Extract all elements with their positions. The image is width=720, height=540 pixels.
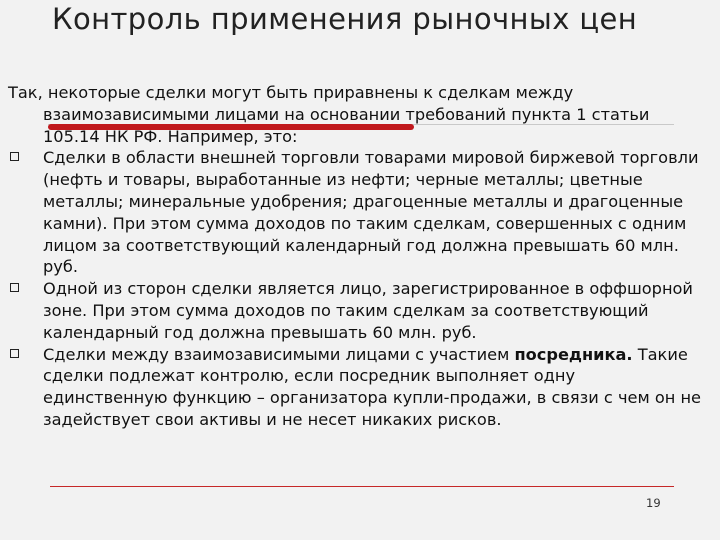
bullet-item bbox=[8, 278, 702, 343]
bullet-list bbox=[8, 147, 702, 430]
hollow-square-bullet-icon bbox=[10, 152, 19, 161]
footer-line bbox=[50, 486, 674, 487]
bullet-text-after: Такие сделки подлежат контролю, если посредник выполняет одну единственную функцию – организатора купли-продажи, в связи с чем он не задействует свои активы и не несет никаких рисков. bbox=[43, 344, 701, 429]
slide-title: Контроль применения рыночных цен bbox=[52, 2, 638, 36]
bullet-item bbox=[8, 147, 702, 278]
bullet-emphasis: посредника. bbox=[514, 344, 633, 364]
bullet-text-before: Сделки между взаимозависимыми лицами с участием bbox=[43, 344, 515, 364]
hollow-square-bullet-icon bbox=[10, 283, 19, 292]
slide-body bbox=[8, 82, 702, 431]
page-number: 19 bbox=[646, 496, 661, 510]
bullet-item bbox=[8, 344, 702, 431]
bullet-text: Одной из сторон сделки является лицо, зарегистрированное в оффшорной зоне. При этом сумма доходов по таким сделкам за соответствующий календарный год должна превышать 60 млн. руб. bbox=[43, 279, 693, 342]
lead-paragraph: Так, некоторые сделки могут быть приравнены к сделкам между взаимозависимыми лицами на основании требований пункта 1 статьи 105.14 НК РФ. Например, это: bbox=[8, 83, 650, 146]
bullet-text: Сделки в области внешней торговли товарами мировой биржевой торговли (нефть и товары, выработанные из нефти; черные металлы; цветные металлы; минеральные удобрения; драгоценные металлы и драгоценные камни). При этом сумма доходов по таким сделкам, совершенных с одним лицом за соответствующий календарный год должна превышать 60 млн. руб. bbox=[43, 148, 699, 277]
hollow-square-bullet-icon bbox=[10, 349, 19, 358]
